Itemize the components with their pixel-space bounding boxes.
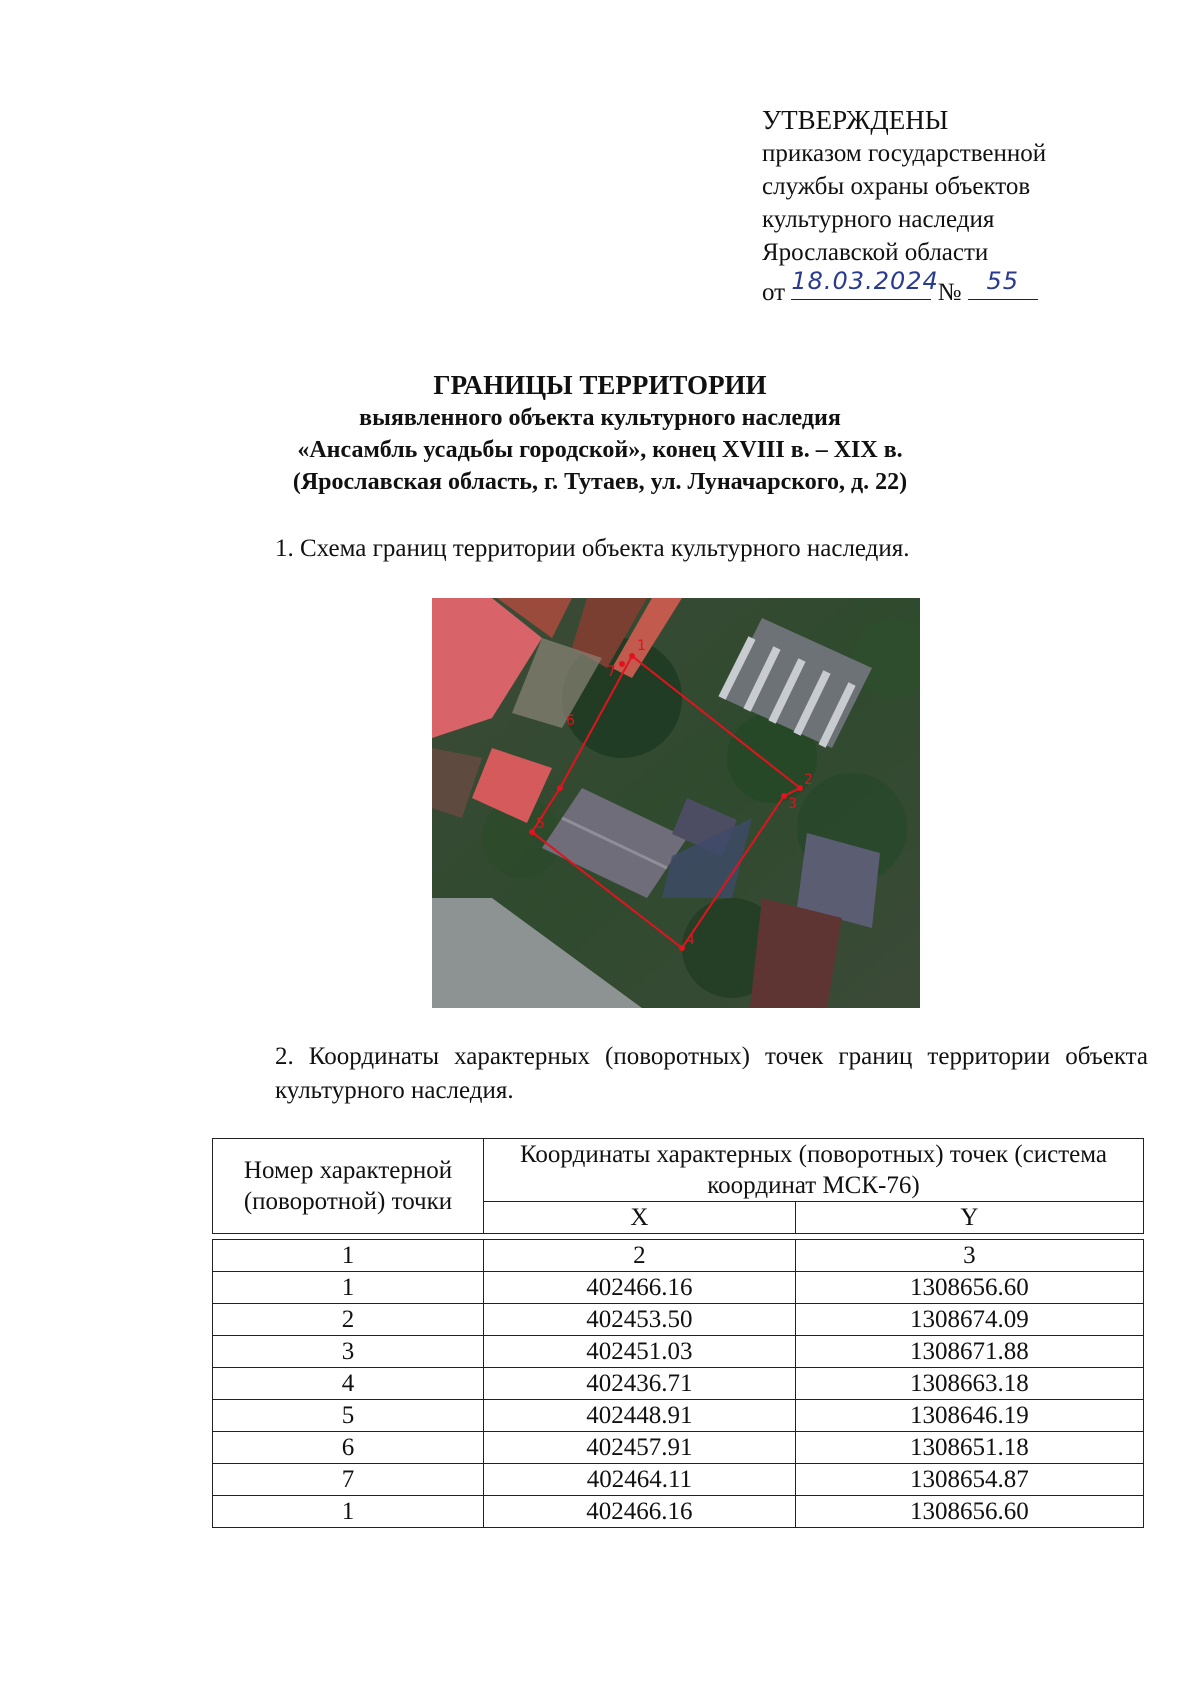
number-field xyxy=(968,269,1038,300)
date-field xyxy=(791,267,939,300)
table-row xyxy=(213,1304,1144,1336)
section-2-heading xyxy=(202,1040,1148,1108)
approval-line: культурного наследия xyxy=(762,206,995,233)
document-title xyxy=(0,368,1200,498)
table-row xyxy=(213,1496,1144,1528)
x-cell: 402464.11 xyxy=(484,1464,796,1496)
boundary-point-label: 1 xyxy=(637,638,646,654)
title-line-2: выявленного объекта культурного наследия xyxy=(359,405,841,431)
column-number: 3 xyxy=(795,1240,1143,1272)
y-cell: 1308651.18 xyxy=(795,1432,1143,1464)
column-number: 2 xyxy=(484,1240,796,1272)
boundary-point-marker xyxy=(557,785,563,791)
point-number-header: Номер характерной (поворотной) точки xyxy=(213,1139,484,1234)
section-1-heading: 1. Схема границ территории объекта культурного наследия. xyxy=(275,535,910,562)
boundary-point-label: 2 xyxy=(804,772,813,788)
y-cell: 1308656.60 xyxy=(795,1272,1143,1304)
handwritten-number: 55 xyxy=(986,267,1019,295)
point-cell: 6 xyxy=(213,1432,484,1464)
approval-line: приказом государственной xyxy=(762,140,1047,167)
boundary-point-marker xyxy=(797,785,803,791)
x-cell: 402448.91 xyxy=(484,1400,796,1432)
approval-date-row xyxy=(762,269,1046,309)
boundary-point-marker xyxy=(619,661,625,667)
x-cell: 402436.71 xyxy=(484,1368,796,1400)
x-cell: 402466.16 xyxy=(484,1272,796,1304)
x-cell: 402466.16 xyxy=(484,1496,796,1528)
approval-line: службы охраны объектов xyxy=(762,173,1031,200)
point-cell: 4 xyxy=(213,1368,484,1400)
date-prefix: от xyxy=(762,279,786,306)
title-line-1: ГРАНИЦЫ ТЕРРИТОРИИ xyxy=(433,370,767,400)
boundary-point-label: 6 xyxy=(566,713,575,729)
x-header: X xyxy=(484,1202,796,1234)
x-cell: 402453.50 xyxy=(484,1304,796,1336)
y-cell: 1308663.18 xyxy=(795,1368,1143,1400)
table-row xyxy=(213,1336,1144,1368)
title-line-4: (Ярославская область, г. Тутаев, ул. Луначарского, д. 22) xyxy=(292,469,908,495)
boundary-map xyxy=(432,598,920,1008)
approval-block xyxy=(762,104,1046,309)
section-2-text: 2. Координаты характерных (поворотных) точек границ территории объекта культурного наследия. xyxy=(275,1043,1148,1104)
title-line-3: «Ансамбль усадьбы городской», конец XVIII в. – XIX в. xyxy=(297,437,903,463)
table-row xyxy=(213,1400,1144,1432)
y-cell: 1308656.60 xyxy=(795,1496,1143,1528)
point-cell: 3 xyxy=(213,1336,484,1368)
table-row xyxy=(213,1464,1144,1496)
point-cell: 5 xyxy=(213,1400,484,1432)
number-prefix: № xyxy=(937,279,962,306)
y-header: Y xyxy=(795,1202,1143,1234)
column-number: 1 xyxy=(213,1240,484,1272)
y-cell: 1308646.19 xyxy=(795,1400,1143,1432)
point-cell: 1 xyxy=(213,1496,484,1528)
handwritten-date: 18.03.2024 xyxy=(791,267,939,295)
boundary-point-label: 5 xyxy=(536,816,545,832)
boundary-point-marker xyxy=(629,653,635,659)
boundary-point-label: 3 xyxy=(788,796,797,812)
table-row xyxy=(213,1432,1144,1464)
y-cell: 1308671.88 xyxy=(795,1336,1143,1368)
boundary-point-marker xyxy=(679,945,685,951)
point-cell: 1 xyxy=(213,1272,484,1304)
point-cell: 2 xyxy=(213,1304,484,1336)
coordinates-table xyxy=(212,1138,1144,1528)
approval-line: Ярославской области xyxy=(762,239,989,266)
y-cell: 1308654.87 xyxy=(795,1464,1143,1496)
boundary-point-label: 7 xyxy=(607,664,616,680)
boundary-point-marker xyxy=(781,793,787,799)
x-cell: 402457.91 xyxy=(484,1432,796,1464)
table-row xyxy=(213,1272,1144,1304)
boundary-point-label: 4 xyxy=(686,932,695,948)
x-cell: 402451.03 xyxy=(484,1336,796,1368)
point-cell: 7 xyxy=(213,1464,484,1496)
coordinates-header: Координаты характерных (поворотных) точек (система координат МСК-76) xyxy=(484,1139,1144,1202)
boundary-point-marker xyxy=(529,829,535,835)
table-row xyxy=(213,1368,1144,1400)
y-cell: 1308674.09 xyxy=(795,1304,1143,1336)
approval-heading: УТВЕРЖДЕНЫ xyxy=(762,105,949,135)
